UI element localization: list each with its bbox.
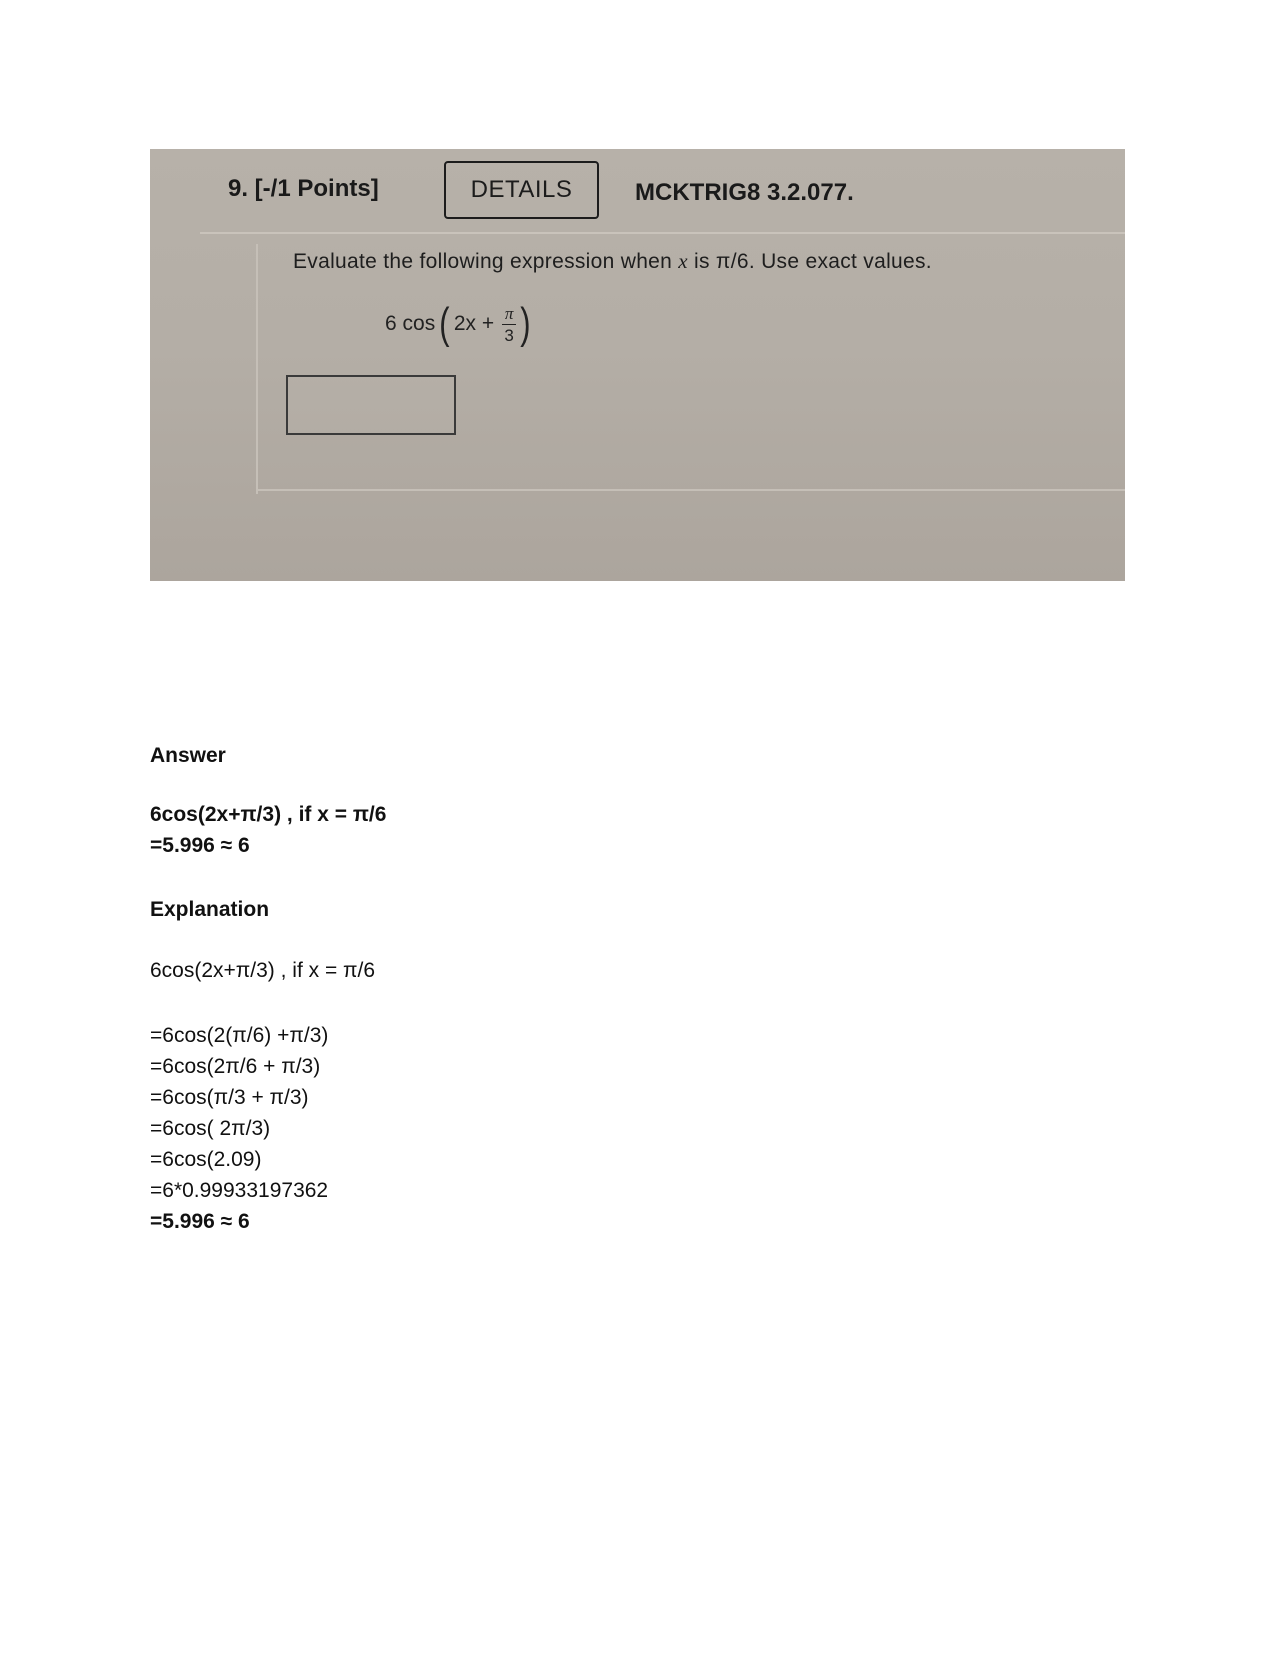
fraction-denominator: 3: [504, 325, 514, 345]
question-code: MCKTRIG8 3.2.077.: [635, 179, 854, 206]
explanation-step: =6cos(2(π/6) +π/3): [150, 1024, 329, 1047]
expr-inner: 2x +: [453, 312, 495, 335]
explanation-steps: [150, 1020, 328, 1237]
prompt-variable: x: [678, 249, 688, 273]
explanation-step: =6*0.99933197362: [150, 1179, 329, 1202]
answer-heading: Answer: [150, 744, 226, 767]
fraction-numerator: π: [504, 303, 514, 323]
fraction: [502, 305, 516, 344]
divider: [256, 489, 1125, 491]
explanation-intro: 6cos(2x+π/3) , if x = π/6: [150, 959, 376, 982]
divider: [256, 244, 258, 494]
left-paren: (: [439, 299, 450, 348]
explanation-step: =6cos(2.09): [150, 1148, 262, 1171]
answer-block: [150, 799, 386, 861]
question-prompt: [293, 249, 932, 274]
explanation-heading: Explanation: [150, 898, 270, 921]
explanation-step: =6cos(π/3 + π/3): [150, 1086, 309, 1109]
expr-coefficient: 6 cos: [385, 312, 436, 335]
prompt-suffix: is π/6. Use exact values.: [687, 250, 932, 273]
question-photo: [150, 149, 1125, 581]
answer-input[interactable]: [286, 375, 456, 435]
answer-line: 6cos(2x+π/3) , if x = π/6: [150, 803, 387, 826]
right-paren: ): [520, 299, 531, 348]
fraction-bar: [502, 324, 516, 325]
question-number-points: 9. [-/1 Points]: [228, 175, 379, 202]
divider: [200, 232, 1125, 234]
math-expression: [385, 299, 535, 349]
answer-line: =5.996 ≈ 6: [150, 834, 250, 857]
explanation-step: =6cos( 2π/3): [150, 1117, 271, 1140]
prompt-prefix: Evaluate the following expression when: [293, 250, 679, 273]
explanation-step: =6cos(2π/6 + π/3): [150, 1055, 321, 1078]
explanation-final: =5.996 ≈ 6: [150, 1210, 250, 1233]
details-button[interactable]: DETAILS: [444, 161, 599, 219]
